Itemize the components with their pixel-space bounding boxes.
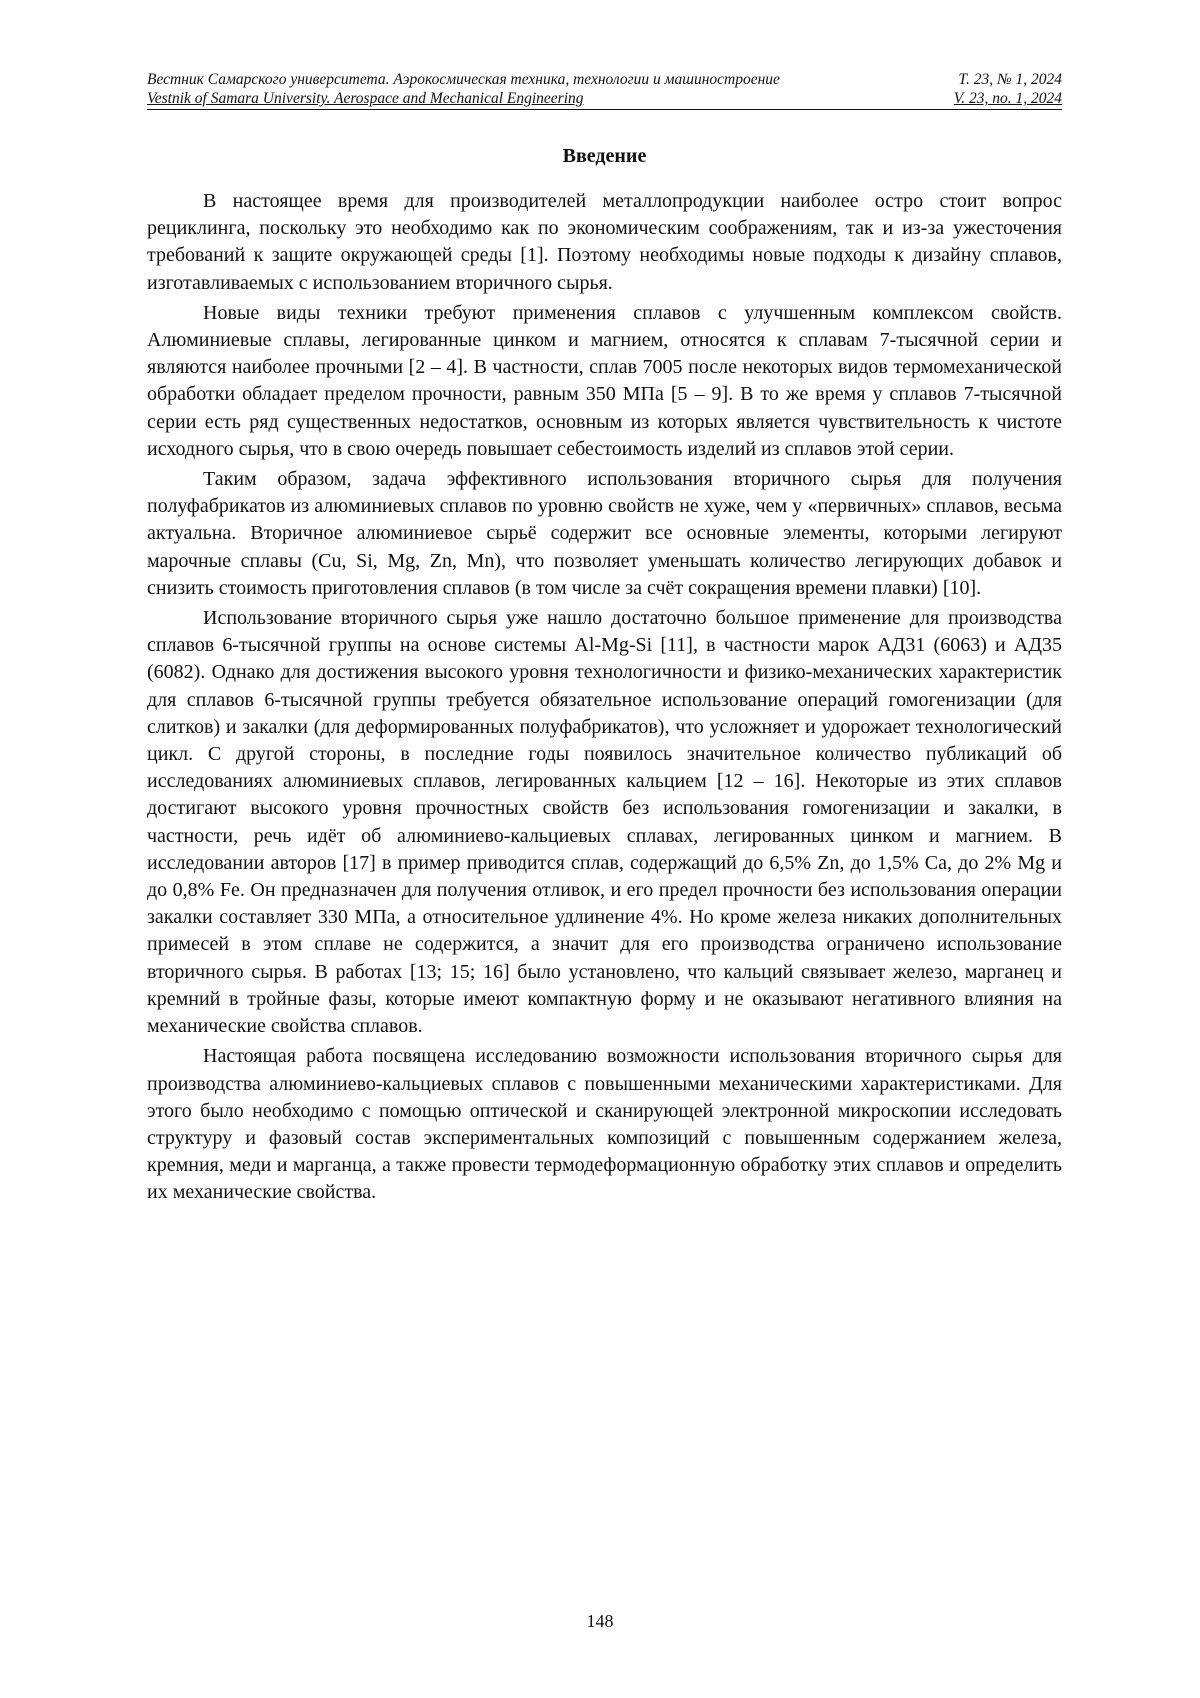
page-number: 148 [0, 1611, 1200, 1632]
body-paragraph: Новые виды техники требуют применения сплавов с улучшенным комплексом свойств. Алюминиевые сплавы, легированные цинком и магнием, относятся к сплавам 7-тысячной серии и являются наиболее прочными [2 – 4]. В частности, сплав 7005 после некоторых видов термомеханической обработки обладает пределом прочности, равным 350 МПа [5 – 9]. В то же время у сплавов 7-тысячной серии есть ряд существенных недостатков, основным из которых является чувствительность к чистоте исходного сырья, что в свою очередь повышает себестоимость изделий из сплавов этой серии. [147, 300, 1062, 463]
document-page [0, 0, 1200, 1698]
volume-issue-en: V. 23, no. 1, 2024 [954, 89, 1062, 108]
body-paragraph: Настоящая работа посвящена исследованию возможности использования вторичного сырья для производства алюминиево-кальциевых сплавов с повышенными механическими характеристиками. Для этого было необходимо с помощью оптической и сканирующей электронной микроскопии исследовать структуру и фазовый состав экспериментальных композиций с повышенным содержанием железа, кремния, меди и марганца, а также провести термодеформационную обработку этих сплавов и определить их механические свойства. [147, 1043, 1062, 1206]
body-paragraph: Таким образом, задача эффективного использования вторичного сырья для получения полуфабрикатов из алюминиевых сплавов по уровню свойств не хуже, чем у «первичных» сплавов, весьма актуальна. Вторичное алюминиевое сырьё содержит все основные элементы, которыми легируют марочные сплавы (Cu, Si, Mg, Zn, Mn), что позволяет уменьшать количество легирующих добавок и снизить стоимость приготовления сплавов (в том числе за счёт сокращения времени плавки) [10]. [147, 466, 1062, 602]
body-paragraph: В настоящее время для производителей металлопродукции наиболее остро стоит вопрос рециклинга, поскольку это необходимо как по экономическим соображениям, так и из-за ужесточения требований к защите окружающей среды [1]. Поэтому необходимы новые подходы к дизайну сплавов, изготавливаемых с использованием вторичного сырья. [147, 188, 1062, 297]
section-body [147, 188, 1062, 1210]
section-heading: Введение [147, 145, 1062, 168]
body-paragraph: Использование вторичного сырья уже нашло достаточно большое применение для производства сплавов 6-тысячной группы на основе системы Al-Mg-Si [11], в частности марок АД31 (6063) и АД35 (6082). Однако для достижения высокого уровня технологичности и физико-механических характеристик для сплавов 6-тысячной группы требуется обязательное использование операций гомогенизации (для слитков) и закалки (для деформированных полуфабрикатов), что усложняет и удорожает технологический цикл. С другой стороны, в последние годы появилось значительное количество публикаций об исследованиях алюминиевых сплавов, легированных кальцием [12 – 16]. Некоторые из этих сплавов достигают высокого уровня прочностных свойств без использования гомогенизации и закалки, в частности, речь идёт об алюминиево-кальциевых сплавах, легированных цинком и магнием. В исследовании авторов [17] в пример приводится сплав, содержащий до 6,5% Zn, до 1,5% Ca, до 2% Mg и до 0,8% Fe. Он предназначен для получения отливок, и его предел прочности без использования операции закалки составляет 330 МПа, а относительное удлинение 4%. Но кроме железа никаких дополнительных примесей в этом сплаве не содержится, а значит для его производства ограничено использование вторичного сырья. В работах [13; 15; 16] было установлено, что кальций связывает железо, марганец и кремний в тройные фазы, которые имеют компактную форму и не оказывают негативного влияния на механические свойства сплавов. [147, 605, 1062, 1040]
header-row-ru [147, 70, 1062, 89]
journal-title-ru: Вестник Самарского университета. Аэрокосмическая техника, технологии и машиностроение [147, 70, 780, 89]
header-row-en [147, 89, 1062, 110]
running-header [147, 70, 1062, 110]
journal-title-en: Vestnik of Samara University. Aerospace and Mechanical Engineering [147, 89, 584, 108]
volume-issue-ru: Т. 23, № 1, 2024 [958, 70, 1062, 89]
